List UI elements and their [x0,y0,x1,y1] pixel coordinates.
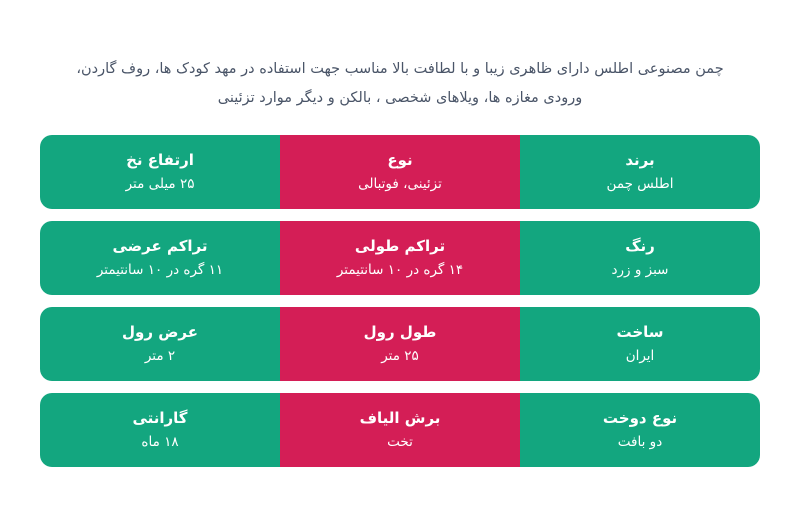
spec-label: نوع دوخت [602,408,678,427]
spec-value: ۲۵ میلی متر [125,175,195,192]
spec-value: ۱۱ گره در ۱۰ سانتیمتر [96,261,224,278]
spec-label: تراکم عرضی [112,236,208,255]
table-row [40,307,760,381]
spec-label: طول رول [363,322,437,341]
spec-cell [40,307,280,381]
spec-value: ۱۸ ماه [141,433,179,450]
spec-value: ۲۵ متر [381,347,419,364]
spec-label: برند [625,150,655,169]
table-row [40,393,760,467]
spec-label: عرض رول [122,322,198,341]
spec-value: تزئینی، فوتبالی [358,175,442,192]
spec-label: تراکم طولی [354,236,446,255]
spec-label: نوع [387,150,413,169]
spec-cell [40,393,280,467]
spec-cell [40,135,280,209]
table-row [40,221,760,295]
spec-value: سبز و زرد [611,261,669,278]
spec-label: گارانتی [132,408,188,427]
spec-value: ۲ متر [144,347,176,364]
specification-table [40,135,760,467]
spec-value: ۱۴ گره در ۱۰ سانتیمتر [336,261,464,278]
spec-cell [520,221,760,295]
spec-cell [520,393,760,467]
spec-cell [520,135,760,209]
spec-value: دو بافت [617,433,663,450]
spec-value: تخت [387,433,413,450]
spec-cell [280,221,520,295]
spec-cell [280,307,520,381]
spec-label: ساخت [616,322,664,341]
spec-cell [520,307,760,381]
spec-value: اطلس چمن [606,175,674,192]
spec-cell [280,393,520,467]
spec-value: ایران [625,347,655,364]
spec-label: رنگ [625,236,655,255]
spec-cell [40,221,280,295]
spec-cell [280,135,520,209]
spec-label: برش الیاف [359,408,441,427]
spec-label: ارتفاع نخ [126,150,194,169]
table-row [40,135,760,209]
product-description: چمن مصنوعی اطلس دارای ظاهری زیبا و با لطافت بالا مناسب جهت استفاده در مهد کودک ها، روف گاردن، ورودی مغازه ها، ویلاهای شخصی ، بالکن و دیگر موارد تزئینی [76,60,724,106]
